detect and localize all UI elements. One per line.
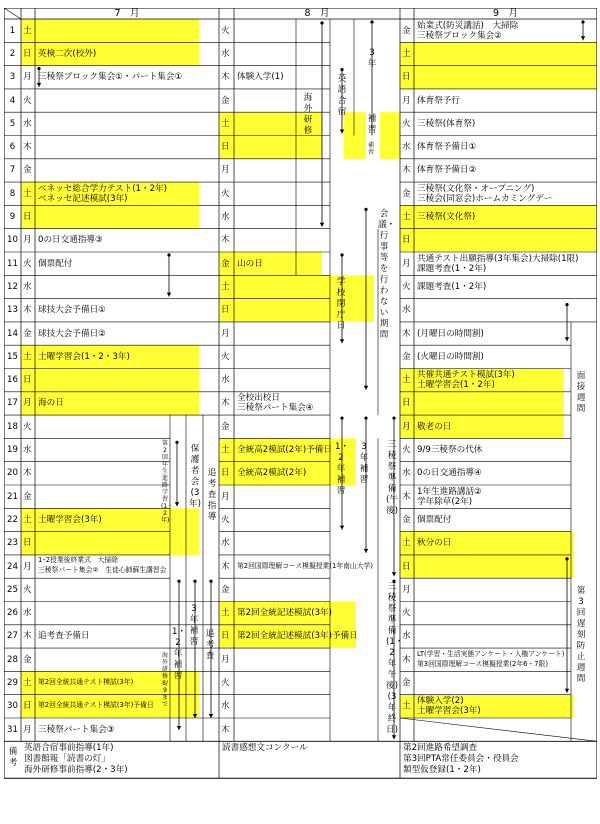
aug-weekday: 木 xyxy=(221,398,230,409)
jul-weekday: 土 xyxy=(23,25,32,36)
jul-event-line2: ベネッセ記述模試(3年) xyxy=(38,193,128,204)
sep-weekday: 金 xyxy=(402,678,411,689)
day-number: 27 xyxy=(7,631,18,642)
jul-tsui-label: 追考査指導 xyxy=(207,467,217,522)
day-number: 19 xyxy=(7,445,18,456)
aug-heikan-range-end-icon xyxy=(340,339,344,343)
sep-chikoku-range-end-icon xyxy=(565,689,569,693)
sep-event: 三稜祭(体育祭) xyxy=(417,118,476,129)
aug-event: 第2回国際理解コース模擬授業(1年南山大学) xyxy=(237,561,373,570)
sep-event-highlight-10 xyxy=(414,229,597,252)
day-number: 10 xyxy=(7,235,18,246)
sep-event-line2: 学年除草(2年) xyxy=(417,496,473,507)
aug-sanryo2-label: 三稜祭準備(1・2年午後)(3年終日) xyxy=(386,582,404,736)
day-number: 31 xyxy=(7,724,18,735)
sep-weekday: 金 xyxy=(402,514,411,525)
aug-eigo-range-end-icon xyxy=(340,130,344,134)
sep-weekday: 土 xyxy=(402,538,411,549)
footer-label: 備考 xyxy=(8,747,18,769)
sep-31-diagonal xyxy=(400,718,597,741)
aug-weekday: 木 xyxy=(221,235,230,246)
aug-weekday: 金 xyxy=(221,584,230,595)
aug-weekday: 水 xyxy=(221,48,230,59)
aug-event: 体験入学(1) xyxy=(237,72,284,83)
sep-event: LT(学習・生活実態アンケート・人権アンケート) xyxy=(417,649,565,658)
day-number: 16 xyxy=(7,375,18,386)
aug-weekday: 火 xyxy=(221,514,230,525)
sep-weekday: 土 xyxy=(402,375,411,386)
jul-weekday: 木 xyxy=(23,468,32,479)
jul-event: ベネッセ総合学力テスト(1・2年) xyxy=(38,183,168,194)
footer-september-note: 第3回PTA常任委員会・役員会 xyxy=(403,754,519,765)
day-number: 29 xyxy=(7,678,18,689)
aug-hoshu-label: 補習 xyxy=(367,114,377,136)
jul-kaigai2-label: 海外研修8/9まで xyxy=(161,652,168,709)
aug-weekday: 水 xyxy=(221,538,230,549)
aug-weekday: 木 xyxy=(221,561,230,572)
sep-event-line2: 土曜学習会(1・2年) xyxy=(417,380,495,390)
jul-weekday: 金 xyxy=(23,654,32,665)
sep-event: 9/9三稜祭の代休 xyxy=(417,445,483,456)
jul-weekday: 日 xyxy=(23,375,32,386)
sep-event-line2: 三稜祭ブロック集会② xyxy=(417,30,502,41)
sep-event: 共催共通テスト模試(3年) xyxy=(417,370,515,380)
jul-weekday: 土 xyxy=(23,678,32,689)
calendar-sheet xyxy=(4,8,597,820)
jul-event: 第2回全統共通テスト模試(3年) xyxy=(38,678,134,687)
jul-weekday: 水 xyxy=(23,118,32,129)
jul-hoshu3-label: 3年補習 xyxy=(189,603,199,647)
sep-event-line2: 第3回国際理解コース模擬授業(2年6・7限) xyxy=(417,659,549,668)
jul-event-highlight-23 xyxy=(35,532,199,555)
sep-event: 秋分の日 xyxy=(417,538,452,549)
aug-kaigi-range-end-icon xyxy=(364,386,368,390)
aug-weekday: 木 xyxy=(221,724,230,735)
calendar-grid xyxy=(4,8,597,820)
sep-weekday: 木 xyxy=(402,654,411,665)
aug-event-highlight-6 xyxy=(234,136,322,159)
jul-weekday: 月 xyxy=(23,235,32,246)
aug-event: 第2回全統記述模試(3年)予備日 xyxy=(237,631,358,642)
aug-weekday: 土 xyxy=(221,608,230,619)
sep-weekday: 金 xyxy=(402,25,411,36)
sep-weekday: 月 xyxy=(402,421,411,432)
sep-weekday: 木 xyxy=(402,491,411,502)
aug-weekday: 月 xyxy=(221,328,230,339)
day-number: 20 xyxy=(7,468,18,479)
day-number: 11 xyxy=(7,258,18,269)
jul-event: 球技大会予備日② xyxy=(38,328,106,339)
jul-weekday: 金 xyxy=(23,328,32,339)
day-number: 21 xyxy=(7,491,18,502)
jul-weekday: 水 xyxy=(23,608,32,619)
jul-event-highlight-16 xyxy=(35,369,199,392)
jul-weekday: 日 xyxy=(23,212,32,223)
jul-event: 個票配付 xyxy=(38,258,73,269)
sep-event: 0の日交通指導④ xyxy=(417,468,482,479)
aug-event: 第2回全統記述模試(3年) xyxy=(237,608,332,619)
aug-weekday: 火 xyxy=(221,25,230,36)
aug-weekday: 金 xyxy=(221,95,230,106)
aug-weekday: 水 xyxy=(221,212,230,223)
sep-event: (火曜日の時間割) xyxy=(417,351,484,362)
sep-day13-range-end-icon xyxy=(565,337,569,341)
sep-weekday: 木 xyxy=(402,165,411,176)
aug-weekday: 金 xyxy=(221,421,230,432)
sep-weekday: 金 xyxy=(402,188,411,199)
sep-weekday: 木 xyxy=(402,328,411,339)
aug-weekday: 金 xyxy=(221,258,230,269)
sep-event: 三稜祭(文化祭) xyxy=(417,212,476,223)
sep-weekday: 水 xyxy=(402,142,411,153)
corner-diagonal xyxy=(4,8,21,19)
jul-weekday: 日 xyxy=(23,538,32,549)
sep-event: 体験入学(2) xyxy=(417,696,464,707)
aug-hoshu-highlight-6 xyxy=(344,136,366,159)
sep-weekday: 日 xyxy=(402,561,411,572)
jul-weekday: 火 xyxy=(23,584,32,595)
day-number: 12 xyxy=(7,281,18,292)
sep-event: (月曜日の時間割) xyxy=(417,328,484,339)
day-number: 26 xyxy=(7,608,18,619)
sep-event-line2: 課題考査(1・2年) xyxy=(417,263,487,274)
aug-weekday: 月 xyxy=(221,491,230,502)
footer-september-note: 第2回進路希望調査 xyxy=(403,743,478,754)
jul-weekday: 月 xyxy=(23,398,32,409)
sep-weekday: 月 xyxy=(402,95,411,106)
sep-chikoku-label: 第3回遅刻防止週間 xyxy=(576,586,586,685)
day-number: 22 xyxy=(7,514,18,525)
sep-event: 敬老の日 xyxy=(417,421,452,432)
jul-hoshu1-label: 1・2年補習 xyxy=(172,626,187,681)
day-number: 23 xyxy=(7,538,18,549)
jul-event: 海の日 xyxy=(38,398,64,409)
jul-weekday: 水 xyxy=(23,281,32,292)
sep-event-line2: 三稜会(同窓会)ホームカミングデー xyxy=(417,193,553,204)
sep-weekday: 水 xyxy=(402,305,411,316)
jul-event: 三稜祭パート集会③ xyxy=(38,724,115,735)
day-number: 6 xyxy=(9,142,16,153)
aug-event-highlight-12 xyxy=(234,275,374,298)
day-number: 9 xyxy=(9,212,16,223)
sep-weekday: 土 xyxy=(402,48,411,59)
jul-event: 追考査予備日 xyxy=(38,631,90,642)
sep-weekday: 日 xyxy=(402,235,411,246)
sep-weekday: 火 xyxy=(402,118,411,129)
jul-weekday: 日 xyxy=(23,48,32,59)
jul-event: 1･2授業後終業式 大掃除 xyxy=(38,556,119,565)
jul-event: 土曜学習会(1・2・3年) xyxy=(38,351,130,362)
aug-weekday: 木 xyxy=(221,72,230,83)
sep-event: 個票配付 xyxy=(417,514,452,525)
day-number: 24 xyxy=(7,561,18,572)
jul-weekday: 木 xyxy=(23,631,32,642)
day-number: 15 xyxy=(7,351,18,362)
jul-weekday: 月 xyxy=(23,724,32,735)
aug-hoshu2-highlight-6 xyxy=(380,136,400,159)
aug-weekday: 土 xyxy=(221,118,230,129)
jul-event: 英検二次(校外) xyxy=(38,48,97,59)
jul-event: 土曜学習会(3年) xyxy=(38,514,102,525)
sep-weekday: 火 xyxy=(402,281,411,292)
jul-day11-range-end-icon xyxy=(167,293,171,297)
day-number: 4 xyxy=(9,95,16,106)
day-number: 25 xyxy=(7,584,18,595)
jul-mid-range-end-icon xyxy=(175,502,179,506)
sep-event-highlight-3 xyxy=(414,66,597,89)
aug-weekday: 水 xyxy=(221,375,230,386)
aug-hoshu2-label: 補習 xyxy=(367,141,374,156)
jul-weekday: 火 xyxy=(23,258,32,269)
sep-weekday: 土 xyxy=(402,701,411,712)
aug-h12-range-end-icon xyxy=(340,526,344,530)
jul-weekday: 土 xyxy=(23,351,32,362)
aug-event-highlight-13 xyxy=(234,299,374,322)
jul-tsui2-label: 追考査 xyxy=(205,628,215,661)
aug-h3-range-end-icon xyxy=(364,549,368,553)
sep-event-highlight-2 xyxy=(414,42,597,65)
aug-3nen-label: 3年 xyxy=(367,48,377,70)
aug-weekday: 火 xyxy=(221,188,230,199)
aug-weekday: 火 xyxy=(221,351,230,362)
sep-event: 1年生進路講話② xyxy=(417,486,482,497)
aug-hoshu2-highlight-5 xyxy=(380,112,400,135)
day-number: 3 xyxy=(9,72,16,83)
jul-day3-range-end-icon xyxy=(37,83,41,87)
sep-event-line2: 土曜学習会(3年) xyxy=(417,706,481,717)
aug-h3-label: 3年補習 xyxy=(359,442,369,486)
jul-event-highlight-1 xyxy=(35,19,199,42)
footer-august-note: 読書感想文コンクール xyxy=(222,743,308,754)
aug-event: 山の日 xyxy=(237,258,263,269)
jul-weekday: 月 xyxy=(23,72,32,83)
footer-july-note: 図書館報「読書の灯」 xyxy=(24,754,110,765)
sep-weekday: 月 xyxy=(402,584,411,595)
day-number: 14 xyxy=(7,328,18,339)
jul-mid-label: 第2回年生進路学習(1・2年) xyxy=(161,440,174,525)
sep-event: 体育祭予備日② xyxy=(417,165,477,176)
jul-event: 球技大会予備日① xyxy=(38,305,106,316)
sep-weekday: 月 xyxy=(402,258,411,269)
footer-july-note: 英語合宿事前指導(1年) xyxy=(24,743,114,754)
aug-weekday: 日 xyxy=(221,305,230,316)
sep-mensetsu-label: 面接週間 xyxy=(576,370,586,414)
jul-hoshu1-range-end-icon xyxy=(177,726,181,730)
aug-weekday: 日 xyxy=(221,142,230,153)
aug-weekday: 日 xyxy=(221,468,230,479)
day-number: 13 xyxy=(7,305,18,316)
aug-event: 全校出校日 xyxy=(237,393,280,404)
sep-weekday: 土 xyxy=(402,212,411,223)
jul-event: 第2回全統共通テスト模試(3年)予備日 xyxy=(38,701,154,710)
aug-sanryo1-range-end-icon xyxy=(392,572,396,576)
sep-event: 共通テスト出願指導(3年集会)大掃除(1限) xyxy=(417,253,579,264)
aug-kaigai-range-end-icon xyxy=(320,223,324,227)
aug-weekday: 土 xyxy=(221,281,230,292)
aug-event-line2: 三稜祭パート集会④ xyxy=(237,403,314,414)
aug-kaigai-label: 海外研修 xyxy=(303,92,313,136)
aug-weekday: 火 xyxy=(221,678,230,689)
aug-eigo-label: 英語合宿 xyxy=(337,73,347,117)
month-header-september: 9 月 xyxy=(492,8,519,19)
aug-weekday: 土 xyxy=(221,445,230,456)
sep-day1-range-end-icon xyxy=(581,36,585,40)
jul-event: 三稜祭ブロック集会①・パート集会① xyxy=(38,72,183,83)
aug-weekday: 水 xyxy=(221,701,230,712)
footer-september-note: 類型仮登録(1・2年) xyxy=(403,765,481,776)
day-number: 8 xyxy=(9,188,16,199)
jul-weekday: 月 xyxy=(23,561,32,572)
aug-kaigi-label: 会議・行事等を行わない期間 xyxy=(378,209,396,341)
jul-weekday: 火 xyxy=(23,95,32,106)
aug-weekday: 日 xyxy=(221,631,230,642)
day-number: 7 xyxy=(9,165,16,176)
jul-weekday: 水 xyxy=(23,445,32,456)
aug-event: 全統高2模試(2年)予備日 xyxy=(237,445,332,456)
sep-event: 体育祭予行 xyxy=(417,95,460,106)
sep-event: 体育祭予備日① xyxy=(417,142,477,153)
sep-weekday: 日 xyxy=(402,72,411,83)
jul-weekday: 土 xyxy=(23,188,32,199)
day-number: 5 xyxy=(9,118,16,129)
jul-event-highlight-9 xyxy=(35,205,199,228)
sep-event-highlight-17 xyxy=(414,392,564,415)
month-header-august: 8 月 xyxy=(304,8,330,19)
aug-sanryo1-label: 三稜祭準備(午後) xyxy=(386,440,398,517)
sep-weekday: 水 xyxy=(402,468,411,479)
aug-event: 全統高2模試(2年) xyxy=(237,468,307,479)
sep-weekday: 水 xyxy=(402,631,411,642)
jul-weekday: 木 xyxy=(23,142,32,153)
jul-tsui2-range-end-icon xyxy=(209,714,213,718)
jul-weekday: 土 xyxy=(23,514,32,525)
day-number: 17 xyxy=(7,398,18,409)
jul-weekday: 木 xyxy=(23,305,32,316)
sep-weekday: 金 xyxy=(402,351,411,362)
sep-weekday: 日 xyxy=(402,398,411,409)
sep-event: 三稜祭(文化祭・オープニング) xyxy=(417,183,535,194)
jul-event-line2: 三稜祭パート集会② 生徒心肺蘇生講習会 xyxy=(38,566,167,575)
jul-weekday: 日 xyxy=(23,701,32,712)
day-number: 2 xyxy=(9,48,16,59)
sep-event: 始業式(防災講話) 大掃除 xyxy=(417,20,519,31)
sep-weekday: 火 xyxy=(402,445,411,456)
month-header-july: 7 月 xyxy=(114,8,140,19)
sep-event: 課題考査(1・2年) xyxy=(417,281,487,292)
sep-weekday: 火 xyxy=(402,608,411,619)
footer-july-note: 海外研修事前指導(2・3年) xyxy=(24,765,128,776)
aug-heikan-label: 学校閉庁日 xyxy=(336,277,346,332)
day-number: 30 xyxy=(7,701,18,712)
aug-weekday: 月 xyxy=(221,654,230,665)
jul-weekday: 金 xyxy=(23,165,32,176)
day-number: 28 xyxy=(7,654,18,665)
aug-weekday: 月 xyxy=(221,165,230,176)
day-number: 18 xyxy=(7,421,18,432)
jul-event: 0の日交通指導③ xyxy=(38,235,103,246)
sep-event-highlight-24 xyxy=(414,555,574,578)
aug-h12-label: 1・2年補習 xyxy=(335,442,350,497)
jul-weekday: 金 xyxy=(23,491,32,502)
jul-hogosha-label: 保護者会(3年) xyxy=(189,444,201,510)
jul-weekday: 火 xyxy=(23,421,32,432)
day-number: 1 xyxy=(9,25,16,36)
